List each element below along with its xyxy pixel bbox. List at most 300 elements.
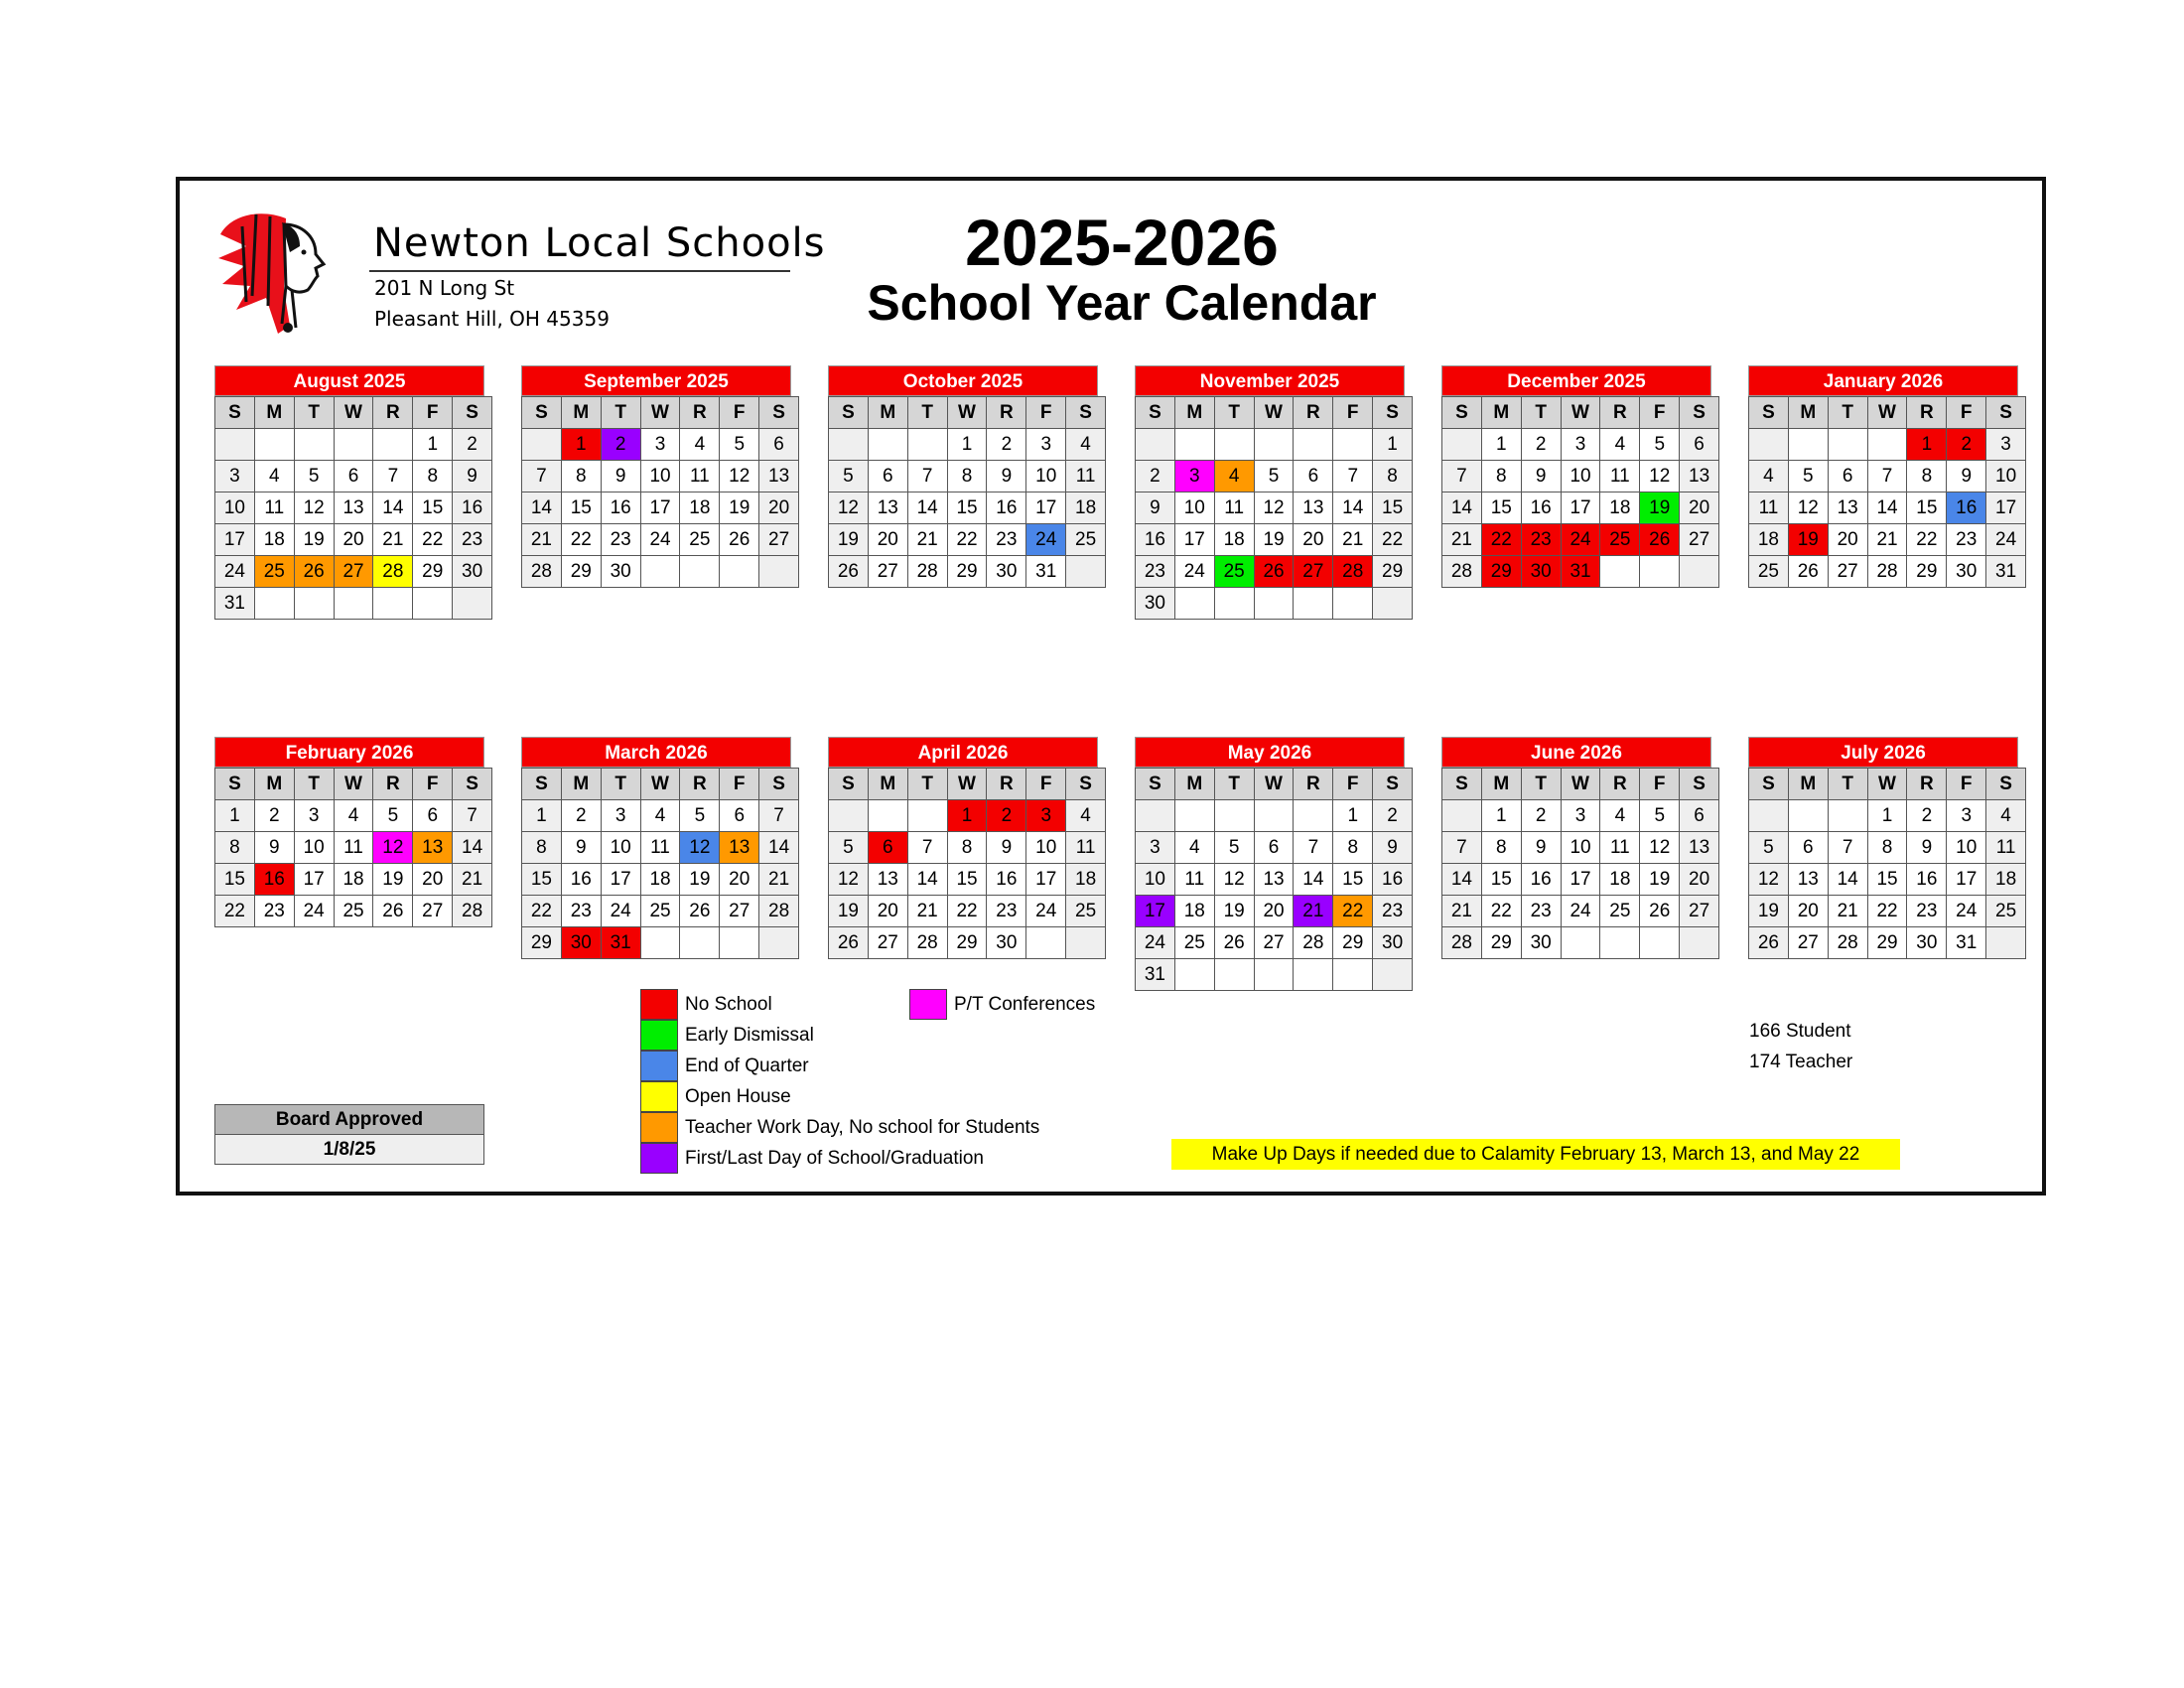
month-days-table (1135, 768, 1413, 991)
empty-day-cell (1214, 959, 1254, 991)
day-cell: 1 (413, 429, 453, 461)
weekday-header: F (1640, 397, 1680, 429)
weekday-header: T (1214, 769, 1254, 800)
weekday-header: R (1907, 397, 1947, 429)
empty-day-cell (1214, 429, 1254, 461)
day-cell: 3 (1136, 832, 1175, 864)
weekday-header: T (1214, 397, 1254, 429)
day-cell: 19 (1640, 492, 1680, 524)
day-cell: 29 (1333, 927, 1373, 959)
weekday-header: F (413, 397, 453, 429)
day-cell: 30 (1373, 927, 1413, 959)
day-cell: 14 (907, 864, 947, 896)
day-cell: 5 (1749, 832, 1789, 864)
day-cell: 18 (640, 864, 680, 896)
day-cell: 21 (373, 524, 413, 556)
day-cell: 20 (413, 864, 453, 896)
month-calendar (521, 365, 791, 588)
day-cell: 10 (1986, 461, 2026, 492)
weekday-header: R (1294, 769, 1333, 800)
day-cell: 20 (334, 524, 373, 556)
day-cell: 30 (1907, 927, 1947, 959)
weekday-header: R (373, 769, 413, 800)
weekday-header: F (413, 769, 453, 800)
weekday-header: M (254, 769, 294, 800)
day-cell: 17 (640, 492, 680, 524)
day-cell: 26 (1214, 927, 1254, 959)
legend-label: No School (685, 994, 772, 1015)
day-cell: 7 (907, 832, 947, 864)
day-cell: 12 (1640, 461, 1680, 492)
board-approved-date: 1/8/25 (215, 1135, 484, 1165)
empty-day-cell (373, 588, 413, 620)
day-cell: 21 (522, 524, 562, 556)
day-cell: 17 (1561, 492, 1600, 524)
month-days-table (828, 768, 1106, 959)
weekday-header: W (947, 397, 987, 429)
day-cell: 25 (1066, 896, 1106, 927)
day-cell: 21 (759, 864, 799, 896)
day-cell: 9 (1907, 832, 1947, 864)
day-cell: 3 (1561, 800, 1600, 832)
day-cell: 25 (1066, 524, 1106, 556)
day-cell: 11 (1600, 832, 1640, 864)
day-cell: 5 (1254, 461, 1294, 492)
weekday-header: T (1828, 397, 1867, 429)
empty-day-cell (680, 927, 720, 959)
legend-label: End of Quarter (685, 1055, 809, 1076)
day-cell: 27 (1788, 927, 1828, 959)
weekday-header: M (868, 397, 907, 429)
address-line-1: 201 N Long St (374, 276, 515, 300)
day-cell: 29 (413, 556, 453, 588)
day-cell: 23 (1947, 524, 1986, 556)
month-title: April 2026 (828, 737, 1098, 768)
day-cell: 9 (601, 461, 640, 492)
day-cell: 4 (1600, 800, 1640, 832)
month-title: October 2025 (828, 365, 1098, 396)
day-cell: 24 (1947, 896, 1986, 927)
empty-day-cell (294, 429, 334, 461)
empty-day-cell (1214, 800, 1254, 832)
day-cell: 10 (294, 832, 334, 864)
weekday-header: T (907, 769, 947, 800)
day-cell: 12 (829, 864, 869, 896)
day-cell: 9 (1136, 492, 1175, 524)
day-cell: 14 (907, 492, 947, 524)
weekday-header: R (987, 769, 1026, 800)
day-cell: 25 (1214, 556, 1254, 588)
weekday-header: F (1026, 769, 1066, 800)
day-cell: 13 (413, 832, 453, 864)
day-cell: 26 (1640, 896, 1680, 927)
day-cell: 26 (373, 896, 413, 927)
day-cell: 19 (1788, 524, 1828, 556)
empty-day-cell (254, 588, 294, 620)
day-cell: 30 (453, 556, 492, 588)
day-cell: 13 (720, 832, 759, 864)
day-cell: 23 (1521, 524, 1561, 556)
day-cell: 18 (334, 864, 373, 896)
day-cell: 4 (1749, 461, 1789, 492)
day-cell: 10 (1136, 864, 1175, 896)
day-cell: 10 (215, 492, 255, 524)
day-cell: 3 (294, 800, 334, 832)
day-cell: 15 (947, 864, 987, 896)
month-days-table (214, 396, 492, 620)
weekday-header: S (1066, 397, 1106, 429)
weekday-header: F (1333, 397, 1373, 429)
day-cell: 8 (413, 461, 453, 492)
day-cell: 6 (868, 832, 907, 864)
day-cell: 11 (1174, 864, 1214, 896)
day-cell: 1 (1907, 429, 1947, 461)
empty-day-cell (720, 556, 759, 588)
weekday-header: T (601, 397, 640, 429)
teacher-days-count: 174 Teacher (1749, 1052, 1853, 1072)
day-cell: 24 (1986, 524, 2026, 556)
weekday-header: R (1600, 769, 1640, 800)
weekday-header: S (215, 769, 255, 800)
month-title: January 2026 (1748, 365, 2018, 396)
day-cell: 4 (1066, 429, 1106, 461)
day-cell: 22 (1481, 524, 1521, 556)
empty-day-cell (868, 429, 907, 461)
day-cell: 19 (1749, 896, 1789, 927)
weekday-header: F (1640, 769, 1680, 800)
weekday-header: W (640, 397, 680, 429)
day-cell: 14 (1333, 492, 1373, 524)
day-cell: 29 (1373, 556, 1413, 588)
empty-day-cell (829, 800, 869, 832)
day-cell: 15 (1907, 492, 1947, 524)
weekday-header: W (1254, 397, 1294, 429)
legend-swatch (640, 1081, 678, 1112)
day-cell: 24 (1136, 927, 1175, 959)
empty-day-cell (759, 556, 799, 588)
day-cell: 7 (373, 461, 413, 492)
day-cell: 14 (1828, 864, 1867, 896)
weekday-header: W (1561, 769, 1600, 800)
weekday-header: F (720, 769, 759, 800)
month-calendar (1441, 737, 1711, 959)
day-cell: 2 (1136, 461, 1175, 492)
weekday-header: S (215, 397, 255, 429)
weekday-header: W (334, 397, 373, 429)
day-cell: 13 (1680, 832, 1719, 864)
day-cell: 17 (1986, 492, 2026, 524)
day-cell: 26 (680, 896, 720, 927)
empty-day-cell (1749, 800, 1789, 832)
day-cell: 3 (601, 800, 640, 832)
day-cell: 8 (1907, 461, 1947, 492)
school-year-title: 2025-2026 (965, 206, 1279, 279)
day-cell: 10 (640, 461, 680, 492)
day-cell: 28 (907, 927, 947, 959)
empty-day-cell (1066, 556, 1106, 588)
day-cell: 30 (1136, 588, 1175, 620)
day-cell: 18 (1600, 492, 1640, 524)
weekday-header: S (1373, 397, 1413, 429)
legend-swatch (909, 989, 947, 1020)
empty-day-cell (1174, 429, 1214, 461)
day-cell: 8 (947, 832, 987, 864)
day-cell: 21 (1867, 524, 1907, 556)
day-cell: 8 (1333, 832, 1373, 864)
day-cell: 19 (373, 864, 413, 896)
month-calendar (521, 737, 791, 959)
empty-day-cell (1680, 556, 1719, 588)
weekday-header: F (720, 397, 759, 429)
day-cell: 16 (987, 492, 1026, 524)
day-cell: 9 (1521, 832, 1561, 864)
empty-day-cell (1026, 927, 1066, 959)
day-cell: 8 (561, 461, 601, 492)
empty-day-cell (1373, 959, 1413, 991)
day-cell: 28 (907, 556, 947, 588)
empty-day-cell (868, 800, 907, 832)
day-cell: 30 (1521, 927, 1561, 959)
day-cell: 11 (1600, 461, 1640, 492)
day-cell: 29 (561, 556, 601, 588)
day-cell: 5 (1640, 800, 1680, 832)
legend-swatch (640, 1143, 678, 1174)
month-days-table (1135, 396, 1413, 620)
day-cell: 29 (1481, 927, 1521, 959)
day-cell: 24 (1561, 896, 1600, 927)
weekday-header: T (294, 769, 334, 800)
weekday-header: T (1521, 397, 1561, 429)
weekday-header: M (254, 397, 294, 429)
month-days-table (1748, 768, 2026, 959)
weekday-header: T (1521, 769, 1561, 800)
weekday-header: S (1680, 397, 1719, 429)
day-cell: 4 (680, 429, 720, 461)
day-cell: 7 (1828, 832, 1867, 864)
day-cell: 19 (1214, 896, 1254, 927)
day-cell: 22 (413, 524, 453, 556)
day-cell: 3 (1947, 800, 1986, 832)
empty-day-cell (829, 429, 869, 461)
day-cell: 21 (907, 896, 947, 927)
weekday-header: S (1749, 397, 1789, 429)
day-cell: 9 (254, 832, 294, 864)
weekday-header: F (1947, 397, 1986, 429)
day-cell: 29 (947, 927, 987, 959)
legend-swatch (640, 1051, 678, 1081)
month-calendar (214, 737, 484, 927)
day-cell: 29 (1907, 556, 1947, 588)
day-cell: 16 (453, 492, 492, 524)
empty-day-cell (1214, 588, 1254, 620)
day-cell: 25 (1749, 556, 1789, 588)
day-cell: 24 (294, 896, 334, 927)
day-cell: 31 (1986, 556, 2026, 588)
day-cell: 21 (1294, 896, 1333, 927)
day-cell: 26 (1749, 927, 1789, 959)
day-cell: 29 (522, 927, 562, 959)
day-cell: 7 (1294, 832, 1333, 864)
day-cell: 6 (1828, 461, 1867, 492)
day-cell: 14 (522, 492, 562, 524)
day-cell: 18 (1214, 524, 1254, 556)
empty-day-cell (1640, 556, 1680, 588)
day-cell: 22 (522, 896, 562, 927)
day-cell: 2 (987, 429, 1026, 461)
month-title: August 2025 (214, 365, 484, 396)
weekday-header: T (601, 769, 640, 800)
day-cell: 14 (373, 492, 413, 524)
day-cell: 13 (1788, 864, 1828, 896)
day-cell: 18 (1174, 896, 1214, 927)
day-cell: 14 (1294, 864, 1333, 896)
day-cell: 20 (1680, 864, 1719, 896)
makeup-days-note: Make Up Days if needed due to Calamity February 13, March 13, and May 22 (1171, 1139, 1900, 1170)
day-cell: 8 (1481, 832, 1521, 864)
day-cell: 1 (1867, 800, 1907, 832)
day-cell: 1 (947, 429, 987, 461)
day-cell: 27 (868, 927, 907, 959)
day-cell: 8 (947, 461, 987, 492)
day-cell: 23 (561, 896, 601, 927)
day-cell: 12 (1640, 832, 1680, 864)
legend-swatch (640, 1112, 678, 1143)
day-cell: 19 (829, 524, 869, 556)
day-cell: 26 (1254, 556, 1294, 588)
day-cell: 9 (1373, 832, 1413, 864)
month-title: March 2026 (521, 737, 791, 768)
day-cell: 18 (1066, 492, 1106, 524)
day-cell: 16 (561, 864, 601, 896)
month-days-table (521, 396, 799, 588)
day-cell: 26 (294, 556, 334, 588)
day-cell: 31 (215, 588, 255, 620)
day-cell: 23 (1521, 896, 1561, 927)
day-cell: 26 (1640, 524, 1680, 556)
day-cell: 23 (987, 896, 1026, 927)
empty-day-cell (1333, 588, 1373, 620)
day-cell: 15 (1481, 492, 1521, 524)
empty-day-cell (907, 429, 947, 461)
empty-day-cell (1640, 927, 1680, 959)
day-cell: 1 (1333, 800, 1373, 832)
day-cell: 25 (334, 896, 373, 927)
day-cell: 18 (1986, 864, 2026, 896)
day-cell: 7 (453, 800, 492, 832)
weekday-header: T (294, 397, 334, 429)
day-cell: 7 (1867, 461, 1907, 492)
day-cell: 15 (522, 864, 562, 896)
day-cell: 9 (1521, 461, 1561, 492)
day-cell: 15 (215, 864, 255, 896)
month-title: September 2025 (521, 365, 791, 396)
month-title: May 2026 (1135, 737, 1405, 768)
empty-day-cell (640, 556, 680, 588)
day-cell: 16 (987, 864, 1026, 896)
weekday-header: W (947, 769, 987, 800)
month-title: November 2025 (1135, 365, 1405, 396)
day-cell: 19 (720, 492, 759, 524)
day-cell: 27 (1828, 556, 1867, 588)
day-cell: 28 (1828, 927, 1867, 959)
day-cell: 23 (453, 524, 492, 556)
student-days-count: 166 Student (1749, 1021, 1851, 1042)
weekday-header: W (1561, 397, 1600, 429)
day-cell: 12 (829, 492, 869, 524)
day-cell: 21 (1828, 896, 1867, 927)
empty-day-cell (1254, 588, 1294, 620)
day-cell: 1 (1481, 800, 1521, 832)
weekday-header: S (453, 769, 492, 800)
day-cell: 23 (1373, 896, 1413, 927)
day-cell: 19 (1254, 524, 1294, 556)
day-cell: 25 (1600, 524, 1640, 556)
school-year-subtitle: School Year Calendar (867, 275, 1377, 331)
day-cell: 8 (215, 832, 255, 864)
month-calendar (1135, 365, 1405, 620)
day-cell: 6 (720, 800, 759, 832)
weekday-header: W (1867, 397, 1907, 429)
weekday-header: R (680, 397, 720, 429)
day-cell: 5 (680, 800, 720, 832)
day-cell: 3 (640, 429, 680, 461)
month-calendar (1135, 737, 1405, 991)
day-cell: 31 (1136, 959, 1175, 991)
day-cell: 10 (1561, 832, 1600, 864)
day-cell: 8 (1373, 461, 1413, 492)
day-cell: 6 (1680, 429, 1719, 461)
day-cell: 11 (1749, 492, 1789, 524)
empty-day-cell (1442, 429, 1482, 461)
weekday-header: W (334, 769, 373, 800)
day-cell: 22 (1481, 896, 1521, 927)
day-cell: 16 (1521, 864, 1561, 896)
day-cell: 30 (601, 556, 640, 588)
day-cell: 11 (1986, 832, 2026, 864)
weekday-header: R (1294, 397, 1333, 429)
day-cell: 30 (987, 556, 1026, 588)
empty-day-cell (1294, 429, 1333, 461)
empty-day-cell (1600, 556, 1640, 588)
day-cell: 21 (453, 864, 492, 896)
day-cell: 28 (759, 896, 799, 927)
day-cell: 2 (453, 429, 492, 461)
weekday-header: W (640, 769, 680, 800)
month-calendar (1748, 737, 2018, 959)
weekday-header: S (1680, 769, 1719, 800)
weekday-header: M (1788, 769, 1828, 800)
day-cell: 24 (1026, 524, 1066, 556)
weekday-header: S (1442, 397, 1482, 429)
weekday-header: S (829, 397, 869, 429)
empty-day-cell (1828, 429, 1867, 461)
day-cell: 4 (1174, 832, 1214, 864)
day-cell: 2 (1947, 429, 1986, 461)
day-cell: 20 (868, 524, 907, 556)
empty-day-cell (1561, 927, 1600, 959)
weekday-header: T (907, 397, 947, 429)
empty-day-cell (413, 588, 453, 620)
day-cell: 4 (640, 800, 680, 832)
weekday-header: R (1600, 397, 1640, 429)
empty-day-cell (680, 556, 720, 588)
day-cell: 10 (1026, 832, 1066, 864)
day-cell: 11 (1066, 832, 1106, 864)
day-cell: 4 (1600, 429, 1640, 461)
empty-day-cell (1174, 800, 1214, 832)
day-cell: 28 (453, 896, 492, 927)
weekday-header: R (1907, 769, 1947, 800)
